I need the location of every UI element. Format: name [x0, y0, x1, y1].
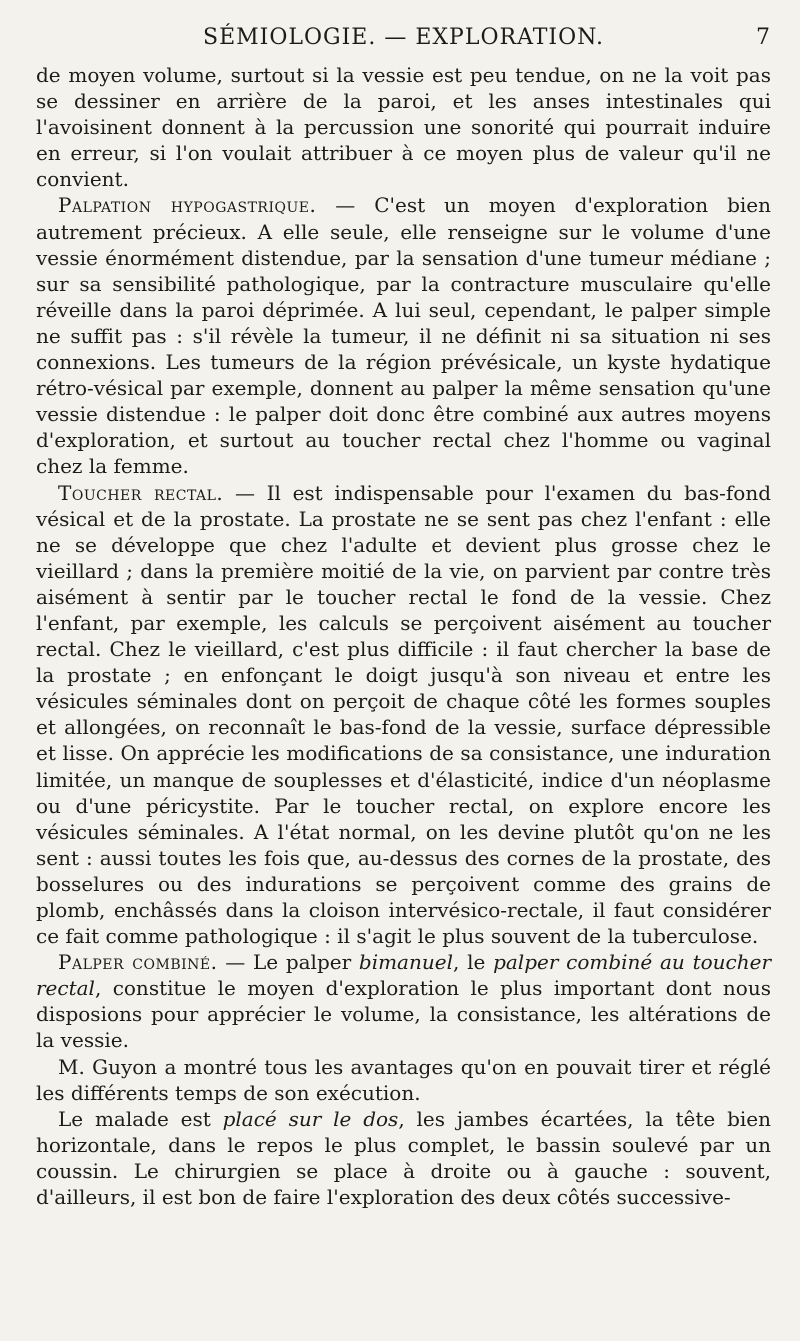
- paragraph-malade: [36, 1106, 771, 1210]
- section-heading: Palper combiné.: [58, 950, 218, 975]
- paragraph-text: , constitue le moyen d'exploration le plus important dont nous disposions pour apprécier le volume, la consistance, les altérations de la vessie.: [36, 976, 771, 1053]
- paragraph-text: , le: [452, 950, 494, 975]
- paragraph-text: , les jambes écartées, la tête bien horizontale, dans le repos le plus complet, le bassin soulevé par un coussin. Le chirurgien se place à droite ou à gauche : souvent, d'ailleurs, il est bon de faire l'exploration des deux côtés successive-: [36, 1106, 771, 1210]
- italic-term: placé sur le dos: [222, 1106, 399, 1131]
- section-heading: Toucher rectal.: [58, 480, 224, 505]
- paragraph-toucher-rectal: [36, 480, 771, 950]
- running-header: [36, 18, 771, 58]
- paragraph-text: M. Guyon a montré tous les avantages qu'on en pouvait tirer et réglé les différents temps de son exécution.: [36, 1054, 771, 1105]
- italic-term: palper combiné au toucher rectal: [36, 950, 772, 1001]
- paragraph-text: — Le palper: [217, 950, 359, 975]
- page-number: 7: [756, 25, 771, 50]
- italic-term: bimanuel: [358, 950, 453, 975]
- paragraph-guyon: [36, 1054, 771, 1106]
- paragraph-palper-combine: [36, 949, 771, 1053]
- paragraph-text: de moyen volume, surtout si la vessie est peu tendue, on ne la voit pas se dessiner en arrière de la paroi, et les anses intestinales qui l'avoisinent donnent à la percussion une sonorité qui pourrait induire en erreur, si l'on voulait attribuer à ce moyen plus de valeur qu'il ne convient.: [36, 63, 771, 192]
- paragraph-text: — C'est un moyen d'exploration bien autrement précieux. A elle seule, elle renseigne sur le volume d'une vessie énormément distendue, par la sensation d'une tumeur médiane ; sur sa sensibilité pathologique, par la contracture musculaire qu'elle réveille dans la paroi déprimée. A lui seul, cependant, le palper simple ne suffit pas : s'il révèle la tumeur, il ne définit ni sa situation ni ses connexions. Les tumeurs de la région prévésicale, un kyste hydatique rétro-vésical par exemple, donnent au palper la même sensation qu'une vessie distendue : le palper doit donc être combiné aux autres moyens d'exploration, et surtout au toucher rectal chez l'homme ou vaginal chez la femme.: [36, 193, 771, 479]
- paragraph-continuation: [36, 62, 771, 192]
- header-title: SÉMIOLOGIE. — EXPLORATION.: [203, 25, 604, 50]
- section-heading: Palpation hypogastrique.: [58, 193, 317, 218]
- paragraph-text: — Il est indispensable pour l'examen du bas-fond vésical et de la prostate. La prostate ne se sent pas chez l'enfant : elle ne se développe que chez l'adulte et devient plus grosse chez le vieillard ; dans la première moitié de la vie, on parvient par contre très aisément à sentir par le toucher rectal le fond de la vessie. Chez l'enfant, par exemple, les calculs se perçoivent aisément au toucher rectal. Chez le vieillard, c'est plus difficile : il faut chercher la base de la prostate ; en enfonçant le doigt jusqu'à son niveau et entre les vésicules séminales dont on perçoit de chaque côté les formes souples et allongées, on reconnaît le bas-fond de la vessie, surface dépressible et lisse. On apprécie les modifications de sa consistance, une induration limitée, un manque de souplesses et d'élasticité, indice d'un néoplasme ou d'une péricystite. Par le toucher rectal, on explore encore les vésicules séminales. A l'état normal, on les devine plutôt qu'on ne les sent : aussi toutes les fois que, au-dessus des cornes de la prostate, des bosselures ou des indurations se perçoivent comme des grains de plomb, enchâssés dans la cloison intervésico-rectale, il faut considérer ce fait comme pathologique : il s'agit le plus souvent de la tuberculose.: [36, 480, 772, 949]
- paragraph-text: Le malade est: [58, 1106, 223, 1131]
- body-text: [36, 62, 771, 1210]
- paragraph-palpation-hypogastrique: [36, 192, 771, 479]
- book-page: [36, 18, 771, 1328]
